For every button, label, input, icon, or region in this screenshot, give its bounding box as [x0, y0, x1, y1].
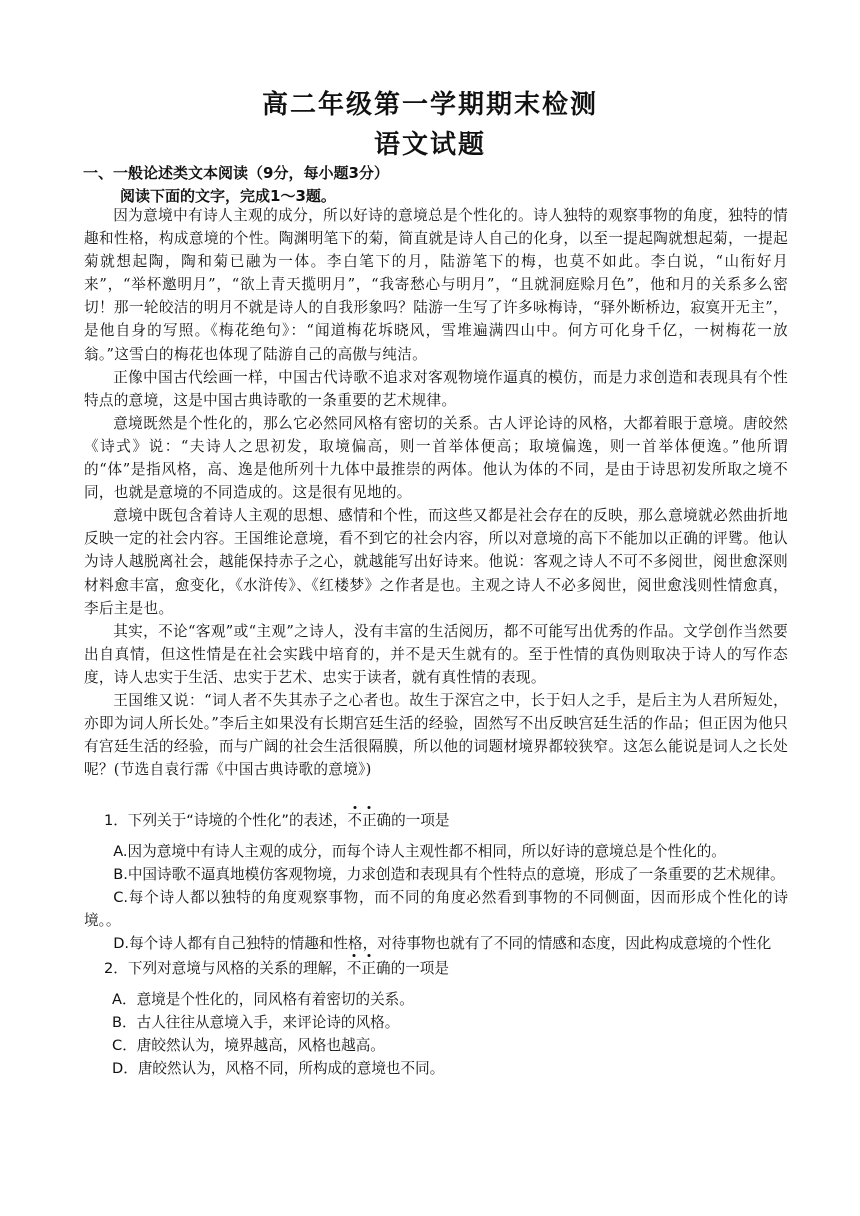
section-heading: 一、一般论述类文本阅读（9分，每小题3分） [83, 164, 389, 182]
passage-paragraph: 其实，不论“客观”或“主观”之诗人，没有丰富的生活阅历，都不可能写出优秀的作品。文学创作当然要出自真情，但这性情是在社会实践中培育的，并不是天生就有的。至于性情的真伪则取决于诗人的写作态度，诗人忠实于生活、忠实于艺术、忠实于读者，就有真性情的表现。 [84, 622, 788, 686]
passage-paragraph: 正像中国古代绘画一样，中国古代诗歌不追求对客观物境作逼真的模仿，而是力求创造和表现具有个性特点的意境，这是中国古典诗歌的一条重要的艺术规律。 [84, 368, 788, 409]
emphasis-mark: 不 [347, 809, 362, 832]
page-subtitle: 语文试题 [373, 130, 486, 160]
question-1-option-a: A.因为意境中有诗人主观的成分，而每个诗人主观性都不相同，所以好诗的意境总是个性化的。 [113, 843, 726, 860]
question-2-option-d: D．唐皎然认为，风格不同，所构成的意境也不同。 [112, 1060, 445, 1077]
question-2-stem: 2．下列对意境与风格的关系的理解，不正确的一项是 [84, 957, 788, 980]
passage-paragraph: 意境中既包含着诗人主观的思想、感情和个性，而这些又都是社会存在的反映，那么意境就必然曲折地反映一定的社会内容。王国维论意境，看不到它的社会内容，所以对意境的高下不能加以正确的评骘。他认为诗人越脱离社会，越能保持赤子之心，就越能写出好诗来。他说：客观之诗人不可不多阅世，阅世愈深则材料愈丰富，愈变化，《水浒传》、《红楼梦》之作者是也。主观之诗人不必多阅世，阅世愈浅则性情愈真，李后主是也。 [84, 507, 788, 617]
question-2-option-b: B．古人往往从意境入手，来评论诗的风格。 [112, 1014, 400, 1031]
question-1-option-d: D.每个诗人都有自己独特的情趣和性格，对待事物也就有了不同的情感和态度，因此构成意境的个性化 [113, 935, 772, 952]
passage-paragraph: 因为意境中有诗人主观的成分，所以好诗的意境总是个性化的。诗人独特的观察事物的角度，独特的情趣和性格，构成意境的个性。陶渊明笔下的菊，简直就是诗人自己的化身，以至一提起陶就想起菊，一提起菊就想起陶，陶和菊已融为一体。李白笔下的月，陆游笔下的梅，也莫不如此。李白说，“山衔好月来”，“举杯邀明月”，“欲上青天揽明月”，“我寄愁心与明月”，“且就洞庭赊月色”，他和月的关系多么密切！那一轮皎洁的明月不就是诗人的自我形象吗？陆游一生写了许多咏梅诗，“驿外断桥边，寂寞开无主”，是他自身的写照。《梅花绝句》：“闻道梅花坼晓风，雪堆遍满四山中。何方可化身千亿，一树梅花一放翁。”这雪白的梅花也体现了陆游自己的高傲与纯洁。 [84, 207, 788, 363]
emphasis-mark: 不 [347, 957, 362, 980]
section-instruction: 阅读下面的文字，完成1～3题。 [120, 187, 336, 205]
passage-paragraph: 王国维又说：“词人者不失其赤子之心者也。故生于深宫之中，长于妇人之手，是后主为人君所短处，亦即为词人所长处。”李后主如果没有长期宫廷生活的经验，固然写不出反映宫廷生活的作品；但正因为他只有宫廷生活的经验，而与广阔的社会生活很隔膜，所以他的词题材境界都较狭窄。这怎么能说是词人之长处呢？(节选自袁行霈《中国古典诗歌的意境》) [84, 691, 788, 779]
question-2 [84, 957, 788, 1080]
emphasis-mark: 正 [362, 809, 377, 832]
question-2-option-a: A．意境是个性化的，同风格有着密切的关系。 [112, 991, 414, 1008]
question-2-option-c: C．唐皎然认为，境界越高，风格也越高。 [112, 1037, 385, 1054]
question-1 [84, 809, 788, 955]
question-1-option-c: C.每个诗人都以独特的角度观察事物，而不同的角度必然看到事物的不同侧面，因而形成个性化的诗境。。 [84, 889, 788, 929]
reading-passage [84, 204, 788, 781]
emphasis-mark: 正 [361, 957, 376, 980]
question-1-stem: 1．下列关于“诗境的个性化”的表述，不正确的一项是 [84, 809, 788, 832]
page-title: 高二年级第一学期期末检测 [261, 90, 598, 120]
passage-paragraph: 意境既然是个性化的，那么它必然同风格有密切的关系。古人评论诗的风格，大都着眼于意境。唐皎然《诗式》说：“夫诗人之思初发，取境偏高，则一首举体便高；取境偏逸，则一首举体便逸。”他所谓的“体”是指风格，高、逸是他所列十九体中最推崇的两体。他认为体的不同，是由于诗思初发所取之境不同，也就是意境的不同造成的。这是很有见地的。 [84, 414, 788, 502]
questions [84, 809, 788, 1080]
question-1-option-b: B.中国诗歌不逼真地模仿客观物境，力求创造和表现具有个性特点的意境，形成了一条重要的艺术规律。 [113, 866, 785, 883]
